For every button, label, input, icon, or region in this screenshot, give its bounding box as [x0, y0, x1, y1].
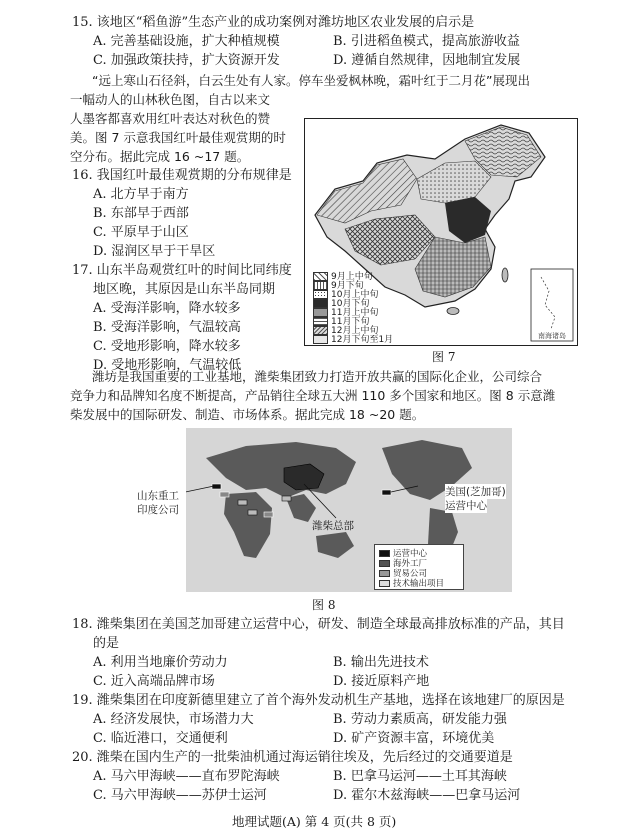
q15-option-b: B. 引进稻鱼模式，提高旅游收益: [333, 34, 520, 49]
fig7-legend-item-1: 9月上中旬: [313, 269, 373, 282]
q16-option-d: D. 湿润区早于干旱区: [93, 244, 216, 259]
passage-18-20-line3: 柴发展中的国际研发、制造、市场体系。据此完成 18 ~20 题。: [70, 407, 425, 422]
marker-tech-export: [282, 496, 291, 501]
q18-option-d: D. 接近原料产地: [333, 674, 430, 689]
passage-16-17-line2: 一幅动人的山林秋色图，自古以来文: [70, 92, 271, 107]
marker-trade-company: [264, 512, 273, 517]
q15-option-c: C. 加强政策扶持，扩大资源开发: [93, 53, 280, 68]
q17-option-d: D. 受地形影响，气温较低: [93, 358, 242, 373]
fig8-legend: [374, 544, 464, 590]
q19-option-a: A. 经济发展快，市场潜力大: [93, 712, 254, 727]
q20-stem: 20. 潍柴在国内生产的一批柴油机通过海运销往埃及，先后经过的交通要道是: [72, 750, 513, 765]
passage-18-20-line1: 潍坊是我国重要的工业基地，潍柴集团致力打造开放共赢的国际化企业，公司综合: [92, 369, 543, 384]
marker-trade-company: [220, 492, 229, 497]
q17-option-c: C. 受地形影响，降水较多: [93, 339, 241, 354]
fig7-legend-item-4: 10月下旬: [313, 296, 369, 309]
q19-option-c: C. 临近港口，交通便利: [93, 731, 228, 746]
passage-16-17-line5: 空分布。据此完成 16 ~17 题。: [70, 149, 250, 164]
inset-label: 南海诸岛: [538, 332, 566, 340]
fig8-label-shandong-india-line1: 山东重工: [137, 490, 179, 502]
fig8-legend-item-4: 技术输出项目: [379, 577, 444, 589]
q18-stem-line2: 的是: [93, 636, 120, 651]
fig7-legend-item-3: 10月上中旬: [313, 287, 378, 300]
q20-option-c: C. 马六甲海峡——苏伊士运河: [93, 788, 267, 803]
fig7-legend-item-6: 11月下旬: [313, 314, 369, 327]
q19-stem: 19. 潍柴集团在印度新德里建立了首个海外发动机生产基地，选择在该地建厂的原因是: [72, 693, 565, 708]
q16-stem: 16. 我国红叶最佳观赏期的分布规律是: [72, 168, 292, 183]
fig7-legend-item-7: 12月上中旬: [313, 323, 378, 336]
legend-swatch: [313, 335, 328, 344]
q20-option-b: B. 巴拿马运河——土耳其海峡: [333, 769, 507, 784]
fig8-label-us-center-line2: 运营中心: [445, 500, 487, 512]
fig7-legend-item-8: 12月下旬至1月: [313, 332, 393, 345]
passage-16-17-line3: 人墨客都喜欢用红叶表达对秋色的赞: [70, 111, 271, 126]
figure-7-caption: 图 7: [432, 350, 456, 364]
q15-option-d: D. 遵循自然规律，因地制宜发展: [333, 53, 521, 68]
marker-tech-export: [248, 510, 257, 515]
q20-option-d: D. 霍尔木兹海峡——巴拿马运河: [333, 788, 521, 803]
passage-16-17-line1: “远上寒山石径斜，白云生处有人家。停车坐爱枫林晚，霜叶红于二月花”展现出: [92, 73, 530, 88]
fig8-legend-item-2: 海外工厂: [379, 557, 427, 569]
q17-option-b: B. 受海洋影响，气温较高: [93, 320, 241, 335]
q15-stem: 15. 该地区“稻鱼游”生态产业的成功案例对潍坊地区农业发展的启示是: [72, 15, 475, 30]
q18-stem-line1: 18. 潍柴集团在美国芝加哥建立运营中心，研发、制造全球最高排放标准的产品，其目: [72, 617, 565, 632]
q19-option-d: D. 矿产资源丰富，环境优美: [333, 731, 495, 746]
page-footer: 地理试题(A) 第 4 页(共 8 页): [232, 814, 397, 829]
figure-7-china-map: [304, 118, 578, 346]
q19-option-b: B. 劳动力素质高，研发能力强: [333, 712, 507, 727]
q16-option-a: A. 北方早于南方: [93, 187, 189, 202]
q17-option-a: A. 受海洋影响，降水较多: [93, 301, 241, 316]
figure-8-caption: 图 8: [312, 598, 336, 612]
passage-18-20-line2: 竞争力和品牌知名度不断提高，产品销往全球五大洲 110 多个国家和地区。图 8 示意潍: [70, 388, 556, 403]
fig8-label-shandong-india-line2: 印度公司: [137, 504, 179, 516]
fig7-legend-item-2: 9月下旬: [313, 278, 364, 291]
marker-tech-export: [238, 500, 247, 505]
fig8-label-weichai-hq: 潍柴总部: [312, 520, 354, 532]
fig8-legend-item-3: 贸易公司: [379, 567, 427, 579]
q18-option-c: C. 近入高端品牌市场: [93, 674, 215, 689]
q20-option-a: A. 马六甲海峡——直布罗陀海峡: [93, 769, 280, 784]
q16-option-c: C. 平原早于山区: [93, 225, 189, 240]
q17-stem-line2: 地区晚，其原因是山东半岛同期: [93, 282, 276, 297]
fig8-label-us-center-line1: 美国(芝加哥): [445, 486, 506, 498]
fig8-legend-item-1: 运营中心: [379, 547, 427, 559]
q17-stem-line1: 17. 山东半岛观赏红叶的时间比同纬度: [72, 263, 292, 278]
q18-option-b: B. 输出先进技术: [333, 655, 429, 670]
fig7-legend-item-5: 11月上中旬: [313, 305, 378, 318]
q18-option-a: A. 利用当地廉价劳动力: [93, 655, 228, 670]
q16-option-b: B. 东部早于西部: [93, 206, 189, 221]
passage-16-17-line4: 美。图 7 示意我国红叶最佳观赏期的时: [70, 130, 286, 145]
marker-operation-center: [382, 490, 391, 495]
q15-option-a: A. 完善基础设施，扩大种植规模: [93, 34, 280, 49]
